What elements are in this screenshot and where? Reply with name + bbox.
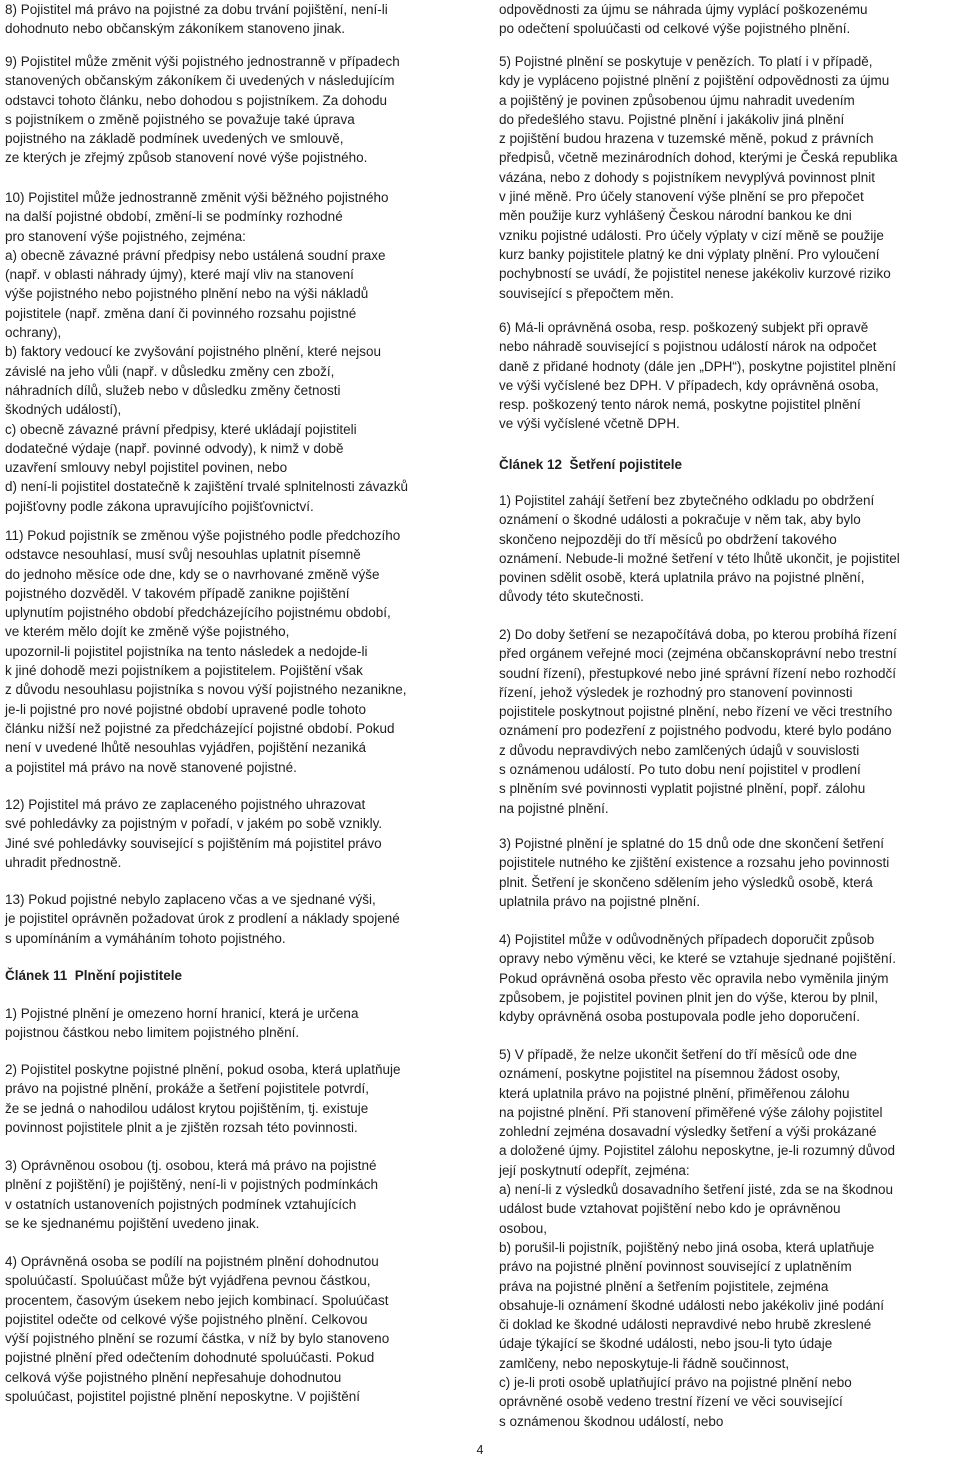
article-11-paragraph-4: 4) Oprávněná osoba se podílí na pojistném plnění dohodnutou spoluúčastí. Spoluúčast může být vyjádřena pevnou částkou, procentem, časovým úsekem nebo jejich kombinací. Spoluúčast pojistitel odečte od celkové výše pojistného plnění. Celkovou výší pojistného plnění se rozumí částka, v níž by bylo stanoveno pojistné plnění před odečtením dohodnuté spoluúčasti. Pokud celková výše pojistného plnění nepřesahuje dohodnutou spoluúčast, pojistitel pojistné plnění neposkytne. V pojištění: [5, 1254, 390, 1405]
continued-paragraph: odpovědnosti za újmu se náhrada újmy vyplácí poškozenému po odečtení spoluúčasti od celkové výše pojistného plnění.: [499, 2, 868, 37]
article-11-paragraph-1: 1) Pojistné plnění je omezeno horní hranicí, která je určena pojistnou částkou nebo limitem pojistného plnění.: [5, 1006, 359, 1041]
article-11-paragraph-5: 5) Pojistné plnění se poskytuje v penězích. To platí i v případě, kdy je vypláceno pojistné plnění z pojištění odpovědnosti za újmu a pojištěný je povinen způsobenou újmu nahradit uvedením do předešlého stavu. Pojistné plnění i jakákoliv jiná plnění z pojištění budou hrazena v tuzemské měně, pokud z právních předpisů, včetně mezinárodních dohod, kterými je Česká republika vázána, nebo z dohody s pojistníkem nevyplývá povinnost plnit v jiné měně. Pro účely stanovení výše plnění se pro přepočet měn použije kurz vyhlášený Českou národní bankou ke dni vzniku pojistné události. Pro účely výplaty v cizí měně se použije kurz banky pojistitele platný ke dni výplaty plnění. Pro vyloučení pochybností se uvádí, že pojistitel nenese jakékoliv kurzové riziko související s přepočtem měn.: [499, 54, 898, 301]
paragraph-10: 10) Pojistitel může jednostranně změnit výši běžného pojistného na další pojistné období, změní-li se podmínky rozhodné pro stanovení výše pojistného, zejména: a) obecně závazné právní předpisy nebo ustálená soudní praxe (např. v oblasti náhrady újmy), které mají vliv na stanovení výše pojistného nebo pojistného plnění nebo na výši nákladů pojistitele (např. změna daní či povinného rozsahu pojistné ochrany), b) faktory vedoucí ke zvyšování pojistného plnění, které nejsou závislé na jeho vůli (např. v důsledku změny cen zboží, náhradních dílů, služeb nebo v důsledku změny četnosti škodných událostí), c) obecně závazné právní předpisy, které ukládají pojistiteli dodatečné výdaje (např. povinné odvody), k nimž v době uzavření smlouvy nebyl pojistitel povinen, nebo d) není-li pojistitel dostatečně k zajištění trvalé splnitelnosti závazků pojišťovny podle zákona upravujícího pojišťovnictví.: [5, 190, 408, 514]
article-11-paragraph-6: 6) Má-li oprávněná osoba, resp. poškozený subjekt při opravě nebo náhradě související s pojistnou událostí nárok na odpočet daně z přidané hodnoty (dále jen „DPH“), poskytne pojistitel plnění ve výši vyčíslené bez DPH. V případech, kdy oprávněná osoba, resp. poškozený tento nárok nemá, poskytne pojistitel plnění ve výši vyčíslené včetně DPH.: [499, 320, 896, 432]
paragraph-12: 12) Pojistitel má právo ze zaplaceného pojistného uhrazovat své pohledávky za pojistným v pořadí, v jakém po sobě vznikly. Jiné své pohledávky související s pojištěním má pojistitel právo uhradit přednostně.: [5, 797, 383, 870]
article-12-paragraph-4: 4) Pojistitel může v odůvodněných případech doporučit způsob opravy nebo výměnu věci, ke které se vztahuje sjednané pojištění. Pokud oprávněná osoba přesto věc opravila nebo vyměnila jiným způsobem, je pojistitel povinen plnit jen do výše, kterou by plnil, kdyby oprávněná osoba postupovala podle jeho doporučení.: [499, 932, 896, 1025]
page-number: 4: [476, 1443, 484, 1457]
article-12-paragraph-3: 3) Pojistné plnění je splatné do 15 dnů ode dne skončení šetření pojistitele nutného ke zjištění existence a rozsahu jeho povinnosti plnit. Šetření je skončeno sdělením jeho výsledků osobě, která uplatnila právo na pojistné plnění.: [499, 836, 890, 909]
article-12-paragraph-5: 5) V případě, že nelze ukončit šetření do tří měsíců ode dne oznámení, poskytne pojistitel na písemnou žádost osoby, která uplatnila právo na pojistné plnění, přiměřenou zálohu na pojistné plnění. Při stanovení přiměřené výše zálohy pojistitel zohlední zejména dosavadní výsledky šetření a výši prokázané a doložené újmy. Pojistitel zálohu neposkytne, je-li rozumný důvod její poskytnutí odepřít, zejména: a) není-li z výsledků dosavadního šetření jisté, zda se na škodnou událost bude vztahovat pojištění nebo kdo je oprávněnou osobou, b) porušil-li pojistník, pojištěný nebo jiná osoba, která uplatňuje právo na pojistné plnění povinnost související z uplatněním práva na pojistné plnění a šetřením pojistitele, zejména obsahuje-li oznámení škodné události nebo jakékoliv jiné podání či doklad ke škodné události nepravdivé nebo hrubě zkreslené údaje týkající se škodné události, nebo jsou-li tyto údaje zamlčeny, nebo neposkytuje-li řádně součinnost, c) je-li proti osobě uplatňující právo na pojistné plnění nebo oprávněné osobě vedeno trestní řízení ve věci související s oznámenou škodnou událostí, nebo: [499, 1047, 895, 1429]
paragraph-8: 8) Pojistitel má právo na pojistné za dobu trvání pojištění, není-li dohodnuto nebo občanským zákoníkem stanoveno jinak.: [5, 2, 388, 37]
article-12-paragraph-2: 2) Do doby šetření se nezapočítává doba, po kterou probíhá řízení před orgánem veřejné moci (zejména občanskoprávní nebo trestní soudní řízení), přestupkové nebo jiné správní řízení nebo rozhodčí řízení, jehož výsledek je rozhodný pro stanovení povinnosti pojistitele poskytnout pojistné plnění, nebo řízení ve věci trestního oznámení pro podezření z pojistného podvodu, které bylo podáno z důvodu nepravdivých nebo zamlčených údajů v souvislosti s oznámenou událostí. Po tuto dobu není pojistitel v prodlení s plněním své povinnosti vyplatit pojistné plnění, popř. zálohu na pojistné plnění.: [499, 627, 897, 816]
article-11-paragraph-3: 3) Oprávněnou osobou (tj. osobou, která má právo na pojistné plnění z pojištění) je pojištěný, není-li v pojistných podmínkách v ostatních ustanoveních pojistných podmínek vztahujících se ke sjednanému pojištění uvedeno jinak.: [5, 1158, 378, 1231]
article-11-heading: Článek 11 Plnění pojistitele: [5, 968, 183, 983]
paragraph-13: 13) Pokud pojistné nebylo zaplaceno včas a ve sjednané výši, je pojistitel oprávněn požadovat úrok z prodlení a náklady spojené s upomínáním a vymáháním tohoto pojistného.: [5, 892, 400, 946]
article-12-heading: Článek 12 Šetření pojistitele: [499, 457, 683, 472]
article-12-paragraph-1: 1) Pojistitel zahájí šetření bez zbytečného odkladu po obdržení oznámení o škodné události a pokračuje v něm tak, aby bylo skončeno nejpozději do tří měsíců po obdržení takového oznámení. Nebude-li možné šetření v této lhůtě ukončit, je pojistitel povinen sdělit osobě, která uplatnila právo na pojistné plnění, důvody této skutečnosti.: [499, 493, 900, 605]
paragraph-11: 11) Pokud pojistník se změnou výše pojistného podle předchozího odstavce nesouhlasí, musí svůj nesouhlas uplatnit písemně do jednoho měsíce ode dne, kdy se o navrhované změně výše pojistného dozvěděl. V takovém případě zanikne pojištění uplynutím pojistného období předcházejícího pojistnému období, ve kterém mělo dojít ke změně výše pojistného, upozornil-li pojistitel pojistníka na tento následek a nedojde-li k jiné dohodě mezi pojistníkem a pojistitelem. Pojištění však z důvodu nesouhlasu pojistníka s novou výší pojistného nezanikne, je-li pojistné pro nové pojistné období upravené podle tohoto článku nižší než pojistné za předcházející pojistné období. Pokud není v uvedené lhůtě nesouhlas vyjádřen, pojištění nezaniká a pojistitel má právo na nově stanovené pojistné.: [5, 528, 407, 775]
paragraph-9: 9) Pojistitel může změnit výši pojistného jednostranně v případech stanovených občanským zákoníkem či uvedených v následujícím odstavci tohoto článku, nebo dohodou s pojistníkem. Za dohodu s pojistníkem o změně pojistného se považuje také úprava pojistného na základě podmínek uvedených ve smlouvě, ze kterých je zřejmý způsob stanovení nové výše pojistného.: [5, 54, 400, 166]
article-11-paragraph-2: 2) Pojistitel poskytne pojistné plnění, pokud osoba, která uplatňuje právo na pojistné plnění, prokáže a šetření pojistitele potvrdí, že se jedná o nahodilou událost krytou pojištěním, tj. existuje povinnost pojistitele plnit a je zjištěn rozsah této povinnosti.: [5, 1062, 401, 1135]
